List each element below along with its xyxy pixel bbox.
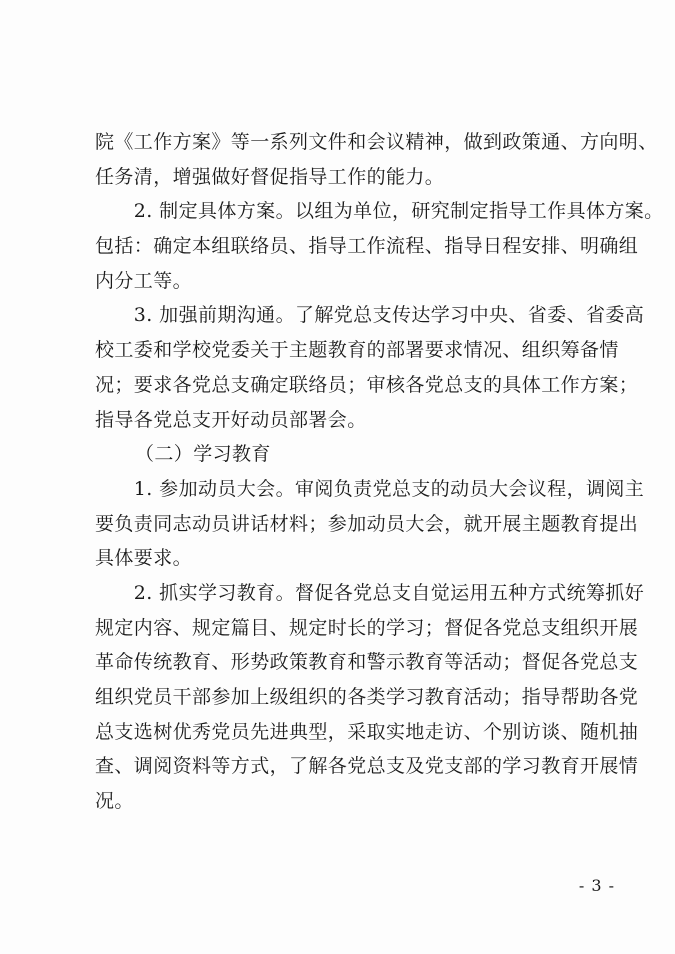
- text-line: 校工委和学校党委关于主题教育的部署要求情况、组织筹备情: [95, 339, 619, 362]
- text-line: 规定内容、规定篇目、规定时长的学习；督促各党总支组织开展: [95, 616, 639, 639]
- text-line: 具体要求。: [95, 547, 193, 570]
- text-line: 任务清，增强做好督促指导工作的能力。: [95, 165, 445, 188]
- text-line: 院《工作方案》等一系列文件和会议精神，做到政策通、方向明、: [95, 131, 658, 153]
- section-heading: （二）学习教育: [135, 443, 271, 466]
- text-line: 3. 加强前期沟通。了解党总支传达学习中央、省委、省委高: [95, 304, 645, 327]
- text-line: 内分工等。: [95, 269, 193, 292]
- text-line: 要负责同志动员讲话材料；参加动员大会，就开展主题教育提出: [95, 512, 639, 535]
- page-number: - 3 -: [578, 876, 615, 895]
- text-line: 况；要求各党总支确定联络员；审核各党总支的具体工作方案；: [95, 373, 639, 396]
- text-line: 指导各党总支开好动员部署会。: [95, 408, 367, 431]
- text-line: 总支选树优秀党员先进典型，采取实地走访、个别访谈、随机抽: [95, 720, 639, 743]
- text-line: 组织党员干部参加上级组织的各类学习教育活动；指导帮助各党: [95, 686, 639, 708]
- document-body: [95, 125, 664, 819]
- text-line: 1. 参加动员大会。审阅负责党总支的动员大会议程，调阅主: [95, 477, 645, 500]
- text-line: 况。: [95, 790, 134, 813]
- text-line: 2. 制定具体方案。以组为单位，研究制定指导工作具体方案。: [95, 200, 664, 223]
- text-line: 包括：确定本组联络员、指导工作流程、指导日程安排、明确组: [95, 235, 639, 258]
- text-line: 2. 抓实学习教育。督促各党总支自觉运用五种方式统筹抓好: [95, 581, 645, 604]
- text-line: 查、调阅资料等方式，了解各党总支及党支部的学习教育开展情: [95, 755, 639, 778]
- text-line: 革命传统教育、形势政策教育和警示教育等活动；督促各党总支: [95, 651, 639, 674]
